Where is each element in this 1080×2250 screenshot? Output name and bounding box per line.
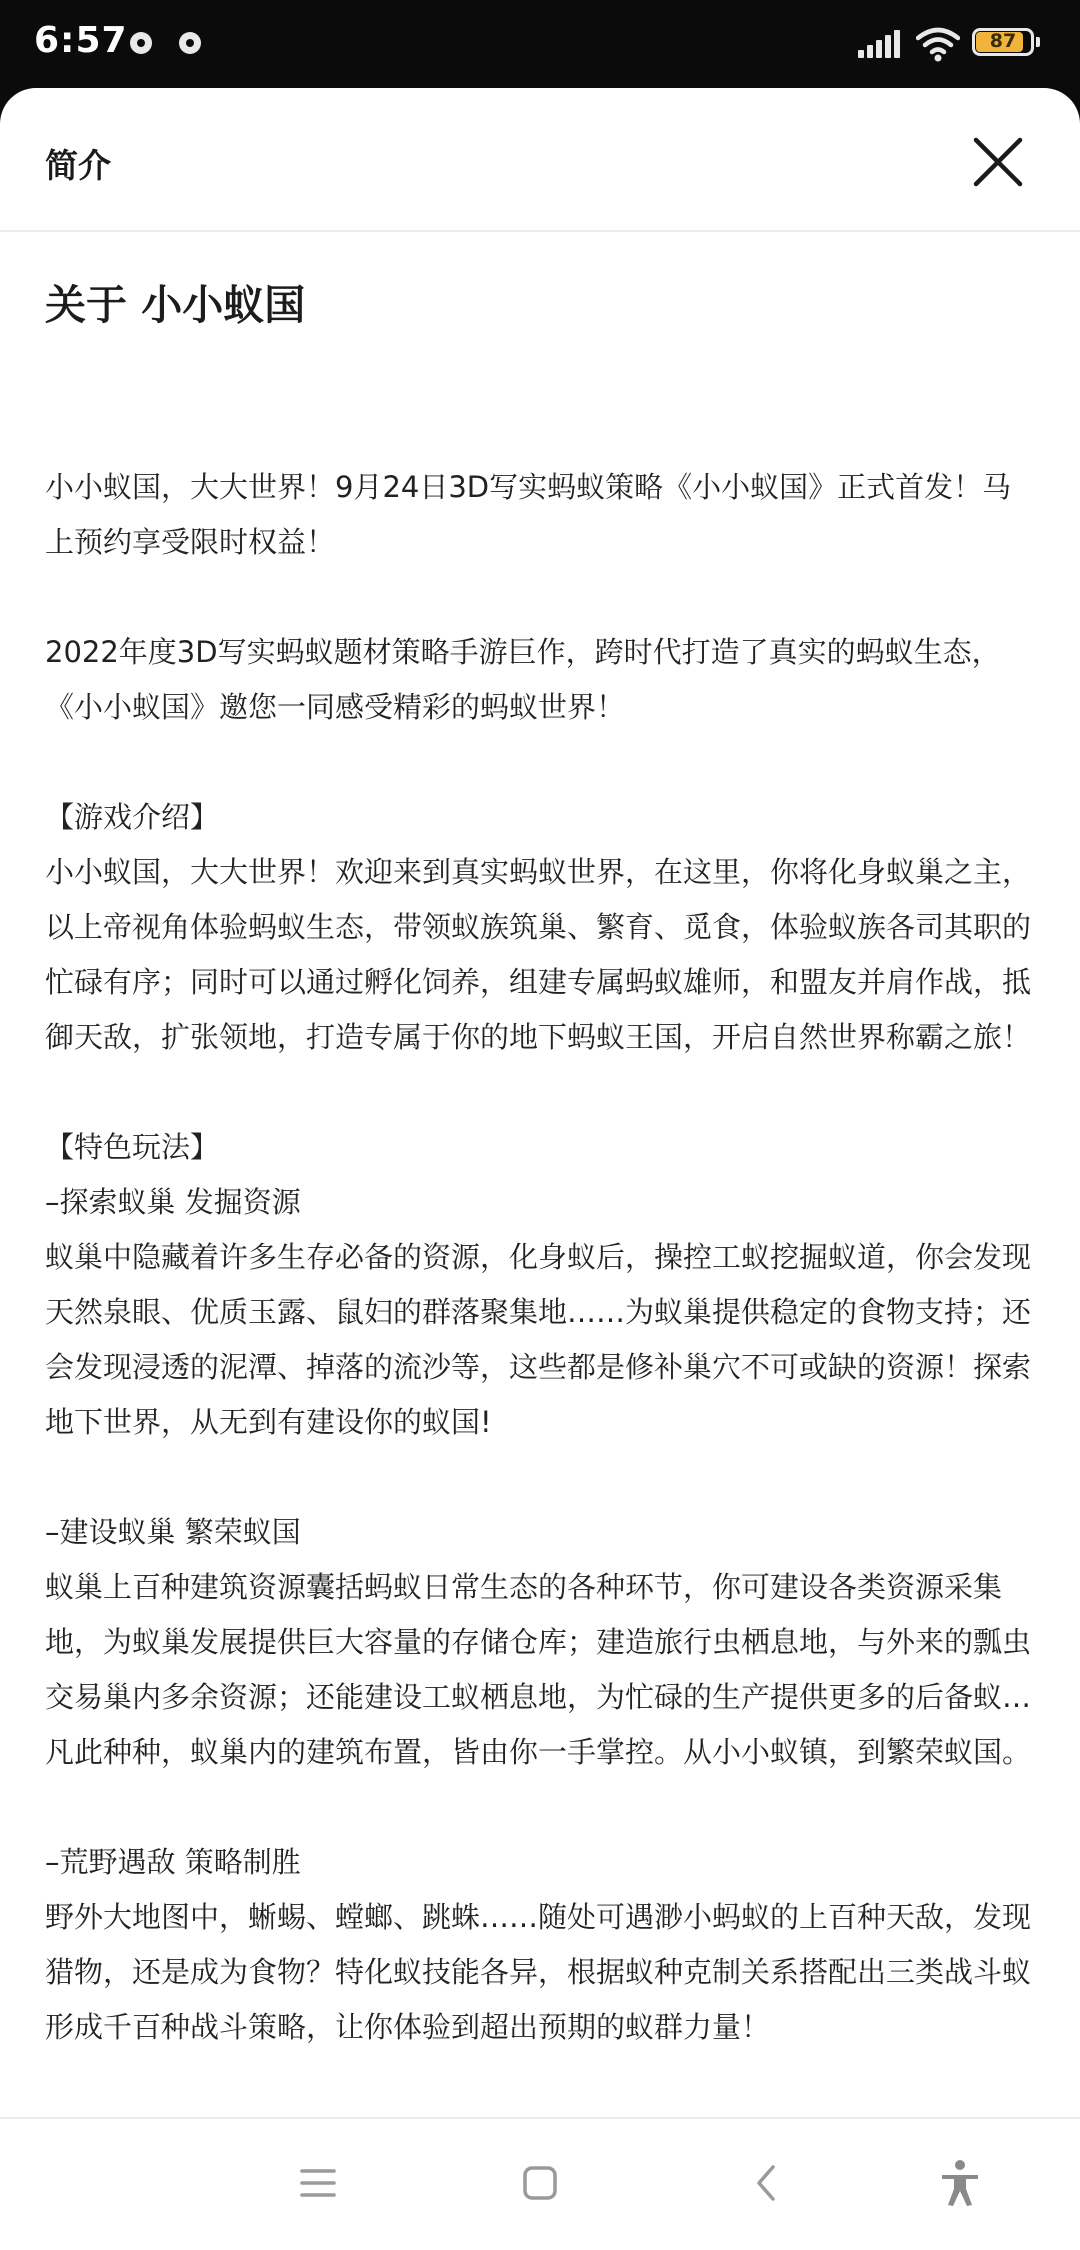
status-time: 6:57 bbox=[34, 20, 128, 61]
sheet-title: 简介 bbox=[45, 146, 111, 185]
back-icon[interactable] bbox=[737, 2153, 797, 2213]
paragraph: –荒野遇敌 策略制胜 野外大地图中，蜥蜴、螳螂、跳蛛……随处可遇渺小蚂蚁的上百种天敌，发现猎物，还是成为食物？特化蚁技能各异，根据蚁种克制关系搭配出三类战斗蚁形成千百种战斗策略，让你体验到超出预期的蚁群力量！ bbox=[45, 1845, 1032, 2044]
paragraph: 【游戏介绍】 小小蚁国，大大世界！欢迎来到真实蚂蚁世界，在这里，你将化身蚁巢之主，以上帝视角体验蚂蚁生态，带领蚁族筑巢、繁育、觅食，体验蚁族各司其职的忙碌有序；同时可以通过孵化饲养，组建专属蚂蚁雄师，和盟友并肩作战，抵御天敌，扩张领地，打造专属于你的地下蚂蚁王国，开启自然世界称霸之旅！ bbox=[45, 800, 1032, 1054]
signal-icon bbox=[858, 30, 900, 60]
status-bar bbox=[0, 0, 1080, 88]
intro-content bbox=[45, 268, 1035, 2165]
about-heading: 关于 小小蚁国 bbox=[45, 281, 306, 329]
paragraph: 【特色玩法】 –探索蚁巢 发掘资源 蚁巢中隐藏着许多生存必备的资源，化身蚁后，操控工蚁挖掘蚁道，你会发现天然泉眼、优质玉露、鼠妇的群落聚集地……为蚁巢提供稳定的食物支持；还会发现浸透的泥潭、掉落的流沙等，这些都是修补巢穴不可或缺的资源！探索地下世界，从无到有建设你的蚁国! bbox=[45, 1130, 1032, 1439]
battery-level: 87 bbox=[989, 30, 1017, 52]
battery-icon bbox=[972, 28, 1032, 58]
sheet-header bbox=[0, 88, 1080, 232]
navigation-bar bbox=[0, 2117, 1080, 2250]
accessibility-icon[interactable] bbox=[930, 2153, 990, 2213]
menu-icon[interactable] bbox=[288, 2153, 348, 2213]
intro-sheet bbox=[0, 88, 1080, 2248]
paragraph: 小小蚁国，大大世界！9月24日3D写实蚂蚁策略《小小蚁国》正式首发！马上预约享受限时权益！ bbox=[45, 470, 1012, 559]
paragraph: –建设蚁巢 繁荣蚁国 蚁巢上百种建筑资源囊括蚂蚁日常生态的各种环节，你可建设各类资源采集地，为蚁巢发展提供巨大容量的存储仓库；建造旅行虫栖息地，与外来的瓢虫交易巢内多余资源；还能建设工蚁栖息地，为忙碌的生产提供更多的后备蚁…凡此种种，蚁巢内的建筑布置，皆由你一手掌控。从小小蚁镇，到繁荣蚁国。 bbox=[45, 1515, 1032, 1769]
notification-icon bbox=[179, 32, 201, 54]
close-icon[interactable] bbox=[970, 134, 1026, 190]
wifi-icon bbox=[916, 26, 960, 62]
paragraph: 2022年度3D写实蚂蚁题材策略手游巨作，跨时代打造了真实的蚂蚁生态，《小小蚁国》邀您一同感受精彩的蚂蚁世界！ bbox=[45, 635, 1001, 724]
notification-icon bbox=[130, 32, 152, 54]
description-text bbox=[45, 350, 1035, 2165]
home-icon[interactable] bbox=[510, 2153, 570, 2213]
